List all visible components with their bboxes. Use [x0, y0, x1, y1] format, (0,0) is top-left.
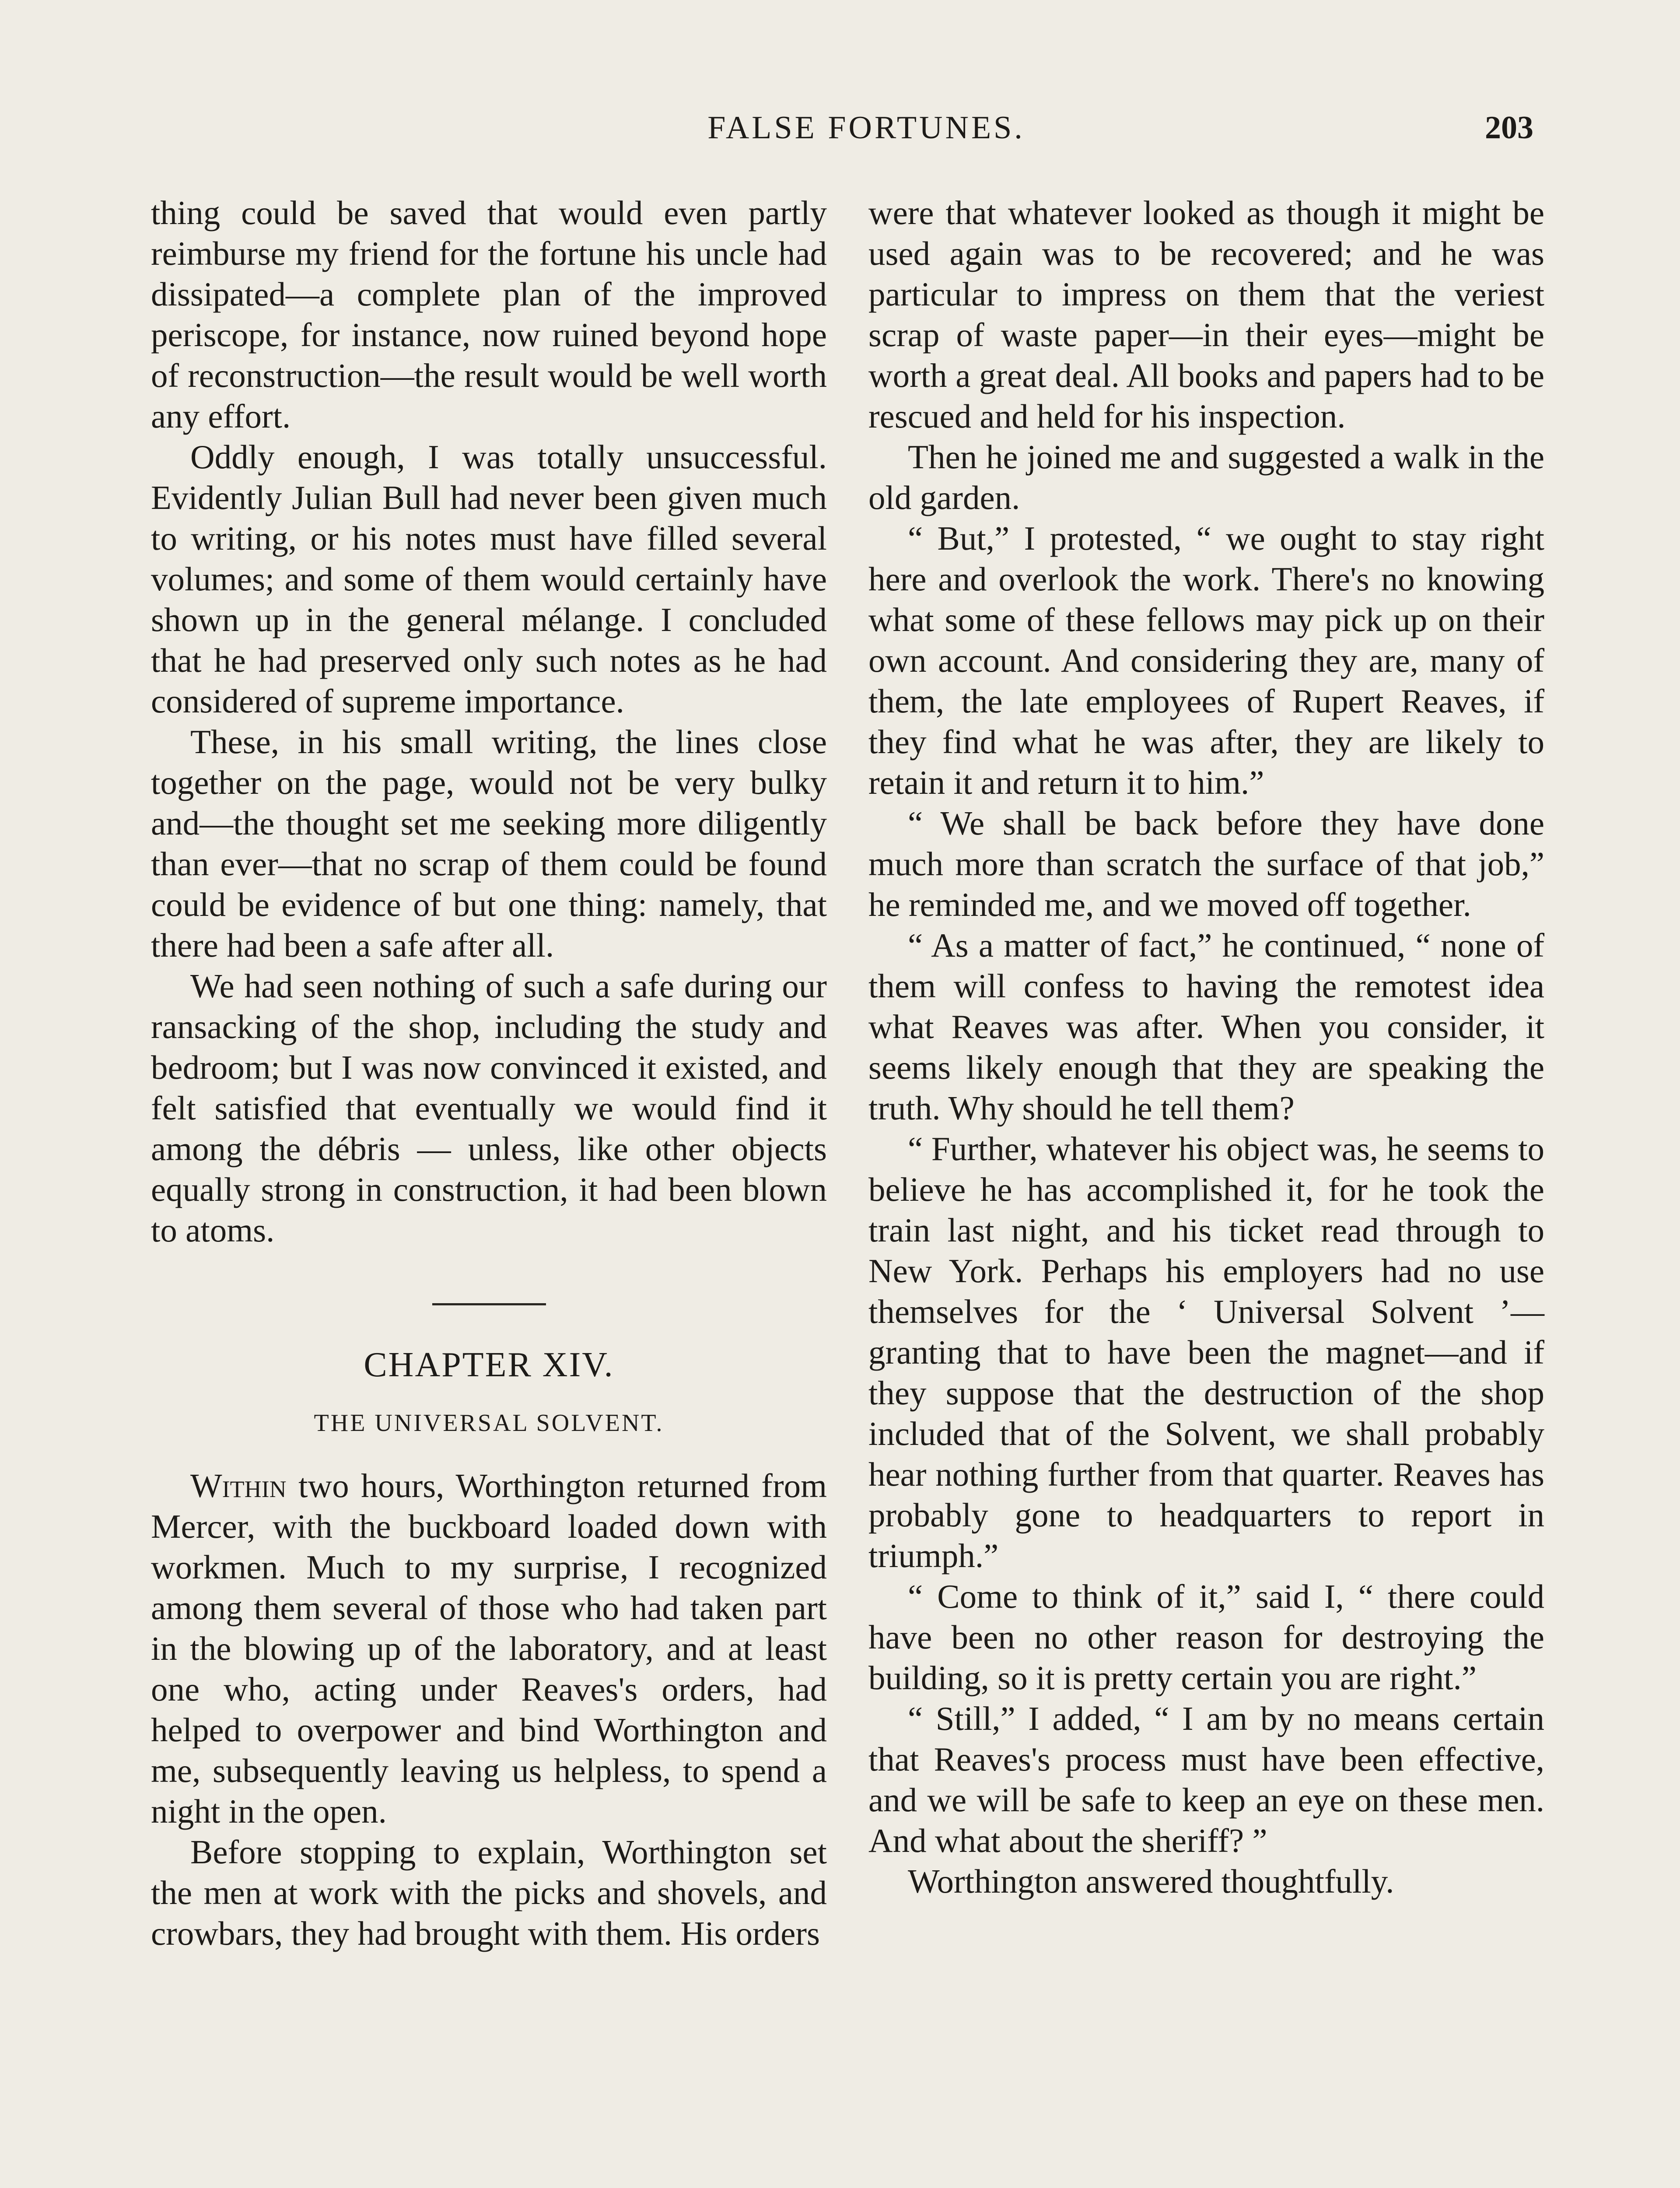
- paragraph: Oddly enough, I was totally unsuccessful. Evidently Julian Bull had never been given much to writing, or his notes must have filled several volumes; and some of them would certainly have shown up in the general mélange. I concluded that he had preserved only such notes as he had considered of supreme importance.: [151, 438, 827, 720]
- lead-word: Within: [190, 1467, 287, 1504]
- page-number: 203: [1485, 110, 1533, 146]
- running-title: FALSE FORTUNES.: [707, 110, 1025, 146]
- paragraph: “ Still,” I added, “ I am by no means certain that Reaves's process must have been effective, and we will be safe to keep an eye on these men. And what about the sheriff? ”: [868, 1700, 1544, 1859]
- paragraph: thing could be saved that would even partly reimburse my friend for the fortune his uncle had dissipated—a complete plan of the improved periscope, for instance, now ruined beyond hope of reconstruction—the result would be well worth any effort.: [151, 194, 827, 435]
- chapter-opening-paragraph: [151, 1466, 827, 1832]
- paragraph: “ But,” I protested, “ we ought to stay right here and overlook the work. There's no knowing what some of these fellows may pick up on their own account. And considering they are, many of them, the late employees of Rupert Reaves, if they find what he was after, they are likely to retain it and return it to him.”: [868, 519, 1544, 801]
- paragraph-text: two hours, Worthington returned from Mercer, with the buckboard loaded down with workmen. Much to my surprise, I recognized among them several of those who had taken part in the blowing up of the laboratory, and at least one who, acting under Reaves's orders, had helped to overpower and bind Worthington and me, subsequently leaving us helpless, to spend a night in the open.: [151, 1467, 827, 1830]
- paragraph: “ We shall be back before they have done much more than scratch the surface of that job,” he reminded me, and we moved off together.: [868, 804, 1544, 923]
- paragraph: “ As a matter of fact,” he continued, “ none of them will confess to having the remotest idea what Reaves was after. When you consider, it seems likely enough that they are speaking the truth. Why should he tell them?: [868, 926, 1544, 1127]
- right-column: [868, 193, 1544, 1902]
- paragraph: Worthington answered thoughtfully.: [908, 1862, 1394, 1900]
- paragraph: were that whatever looked as though it might be used again was to be recovered; and he was particular to impress on them that the veriest scrap of waste paper—in their eyes—might be worth a great deal. All books and papers had to be rescued and held for his inspection.: [868, 194, 1544, 435]
- paragraph: Before stopping to explain, Worthington set the men at work with the picks and shovels, and crowbars, they had brought with them. His orders: [151, 1833, 827, 1952]
- left-column: [151, 193, 827, 1954]
- paragraph: Then he joined me and suggested a walk in the old garden.: [868, 438, 1544, 516]
- paragraph: These, in his small writing, the lines close together on the page, would not be very bulky and—the thought set me seeking more diligently than ever—that no scrap of them could be found could be evidence of but one thing: namely, that there had been a safe after all.: [151, 723, 827, 964]
- chapter-heading: CHAPTER XIV.: [364, 1346, 614, 1384]
- paragraph: “ Come to think of it,” said I, “ there could have been no other reason for destroying the building, so it is pretty certain you are right.”: [868, 1578, 1544, 1697]
- paragraph: We had seen nothing of such a safe during our ransacking of the shop, including the study and bedroom; but I was now convinced it existed, and felt satisfied that eventually we would find it among the débris — unless, like other objects equally strong in construction, it had been blown to atoms.: [151, 967, 827, 1249]
- paragraph: “ Further, whatever his object was, he seems to believe he has accomplished it, for he took the train last night, and his ticket read through to New York. Perhaps his employers had no use themselves for the ‘ Universal Solvent ’—granting that to have been the magnet—and if they suppose that the destruction of the shop included that of the Solvent, we shall probably hear nothing further from that quarter. Reaves has probably gone to headquarters to report in triumph.”: [868, 1130, 1544, 1574]
- running-head: [0, 109, 1680, 158]
- section-divider: [432, 1303, 546, 1305]
- chapter-subtitle: THE UNIVERSAL SOLVENT.: [314, 1410, 664, 1437]
